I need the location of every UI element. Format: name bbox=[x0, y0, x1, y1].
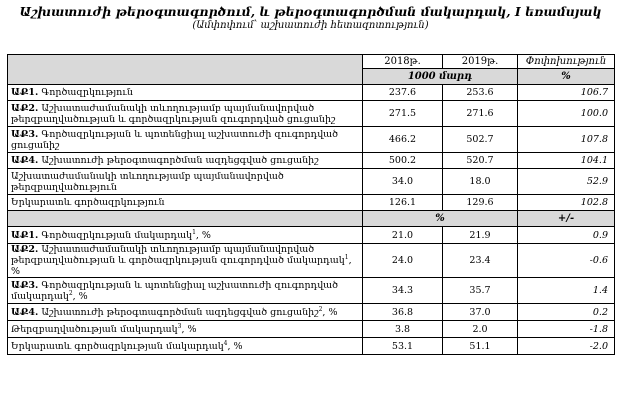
value-change: 52.9 bbox=[518, 169, 615, 195]
table-row bbox=[8, 153, 615, 169]
row-code: ԱՔ3. bbox=[11, 128, 39, 140]
row-label: Աշխատաժամանակի տևողությամբ պայմանավորված bbox=[11, 170, 284, 182]
table-row bbox=[8, 195, 615, 211]
row-label: Երկարատև գործազրկության մակարդակ bbox=[11, 340, 224, 352]
value-change: 104.1 bbox=[518, 153, 615, 169]
row-label: Գործազրկության և պոտենցիալ աշխատուժի զուգորդված bbox=[41, 279, 339, 291]
footnote-ref: 2 bbox=[68, 289, 73, 297]
header-2018: 2018թ. bbox=[363, 55, 443, 69]
value-2019: 37.0 bbox=[443, 304, 518, 321]
row-label: Գործազրկության մակարդակ bbox=[41, 229, 193, 241]
row-label: Աշխատաժամանակի տևողությամբ պայմանավորված bbox=[41, 102, 315, 114]
footnote-ref: 2 bbox=[318, 305, 323, 313]
value-2019: 18.0 bbox=[443, 169, 518, 195]
row-label: Աշխատաժամանակի տևողությամբ պայմանավորված bbox=[41, 244, 315, 255]
value-2018: 126.1 bbox=[363, 195, 443, 211]
value-2019: 129.6 bbox=[443, 195, 518, 211]
value-change: 102.8 bbox=[518, 195, 615, 211]
footnote-ref: 3 bbox=[177, 322, 182, 330]
row-label: Աշխատուժի թերօգտագործման ազդեցգված ցուցանիշ bbox=[41, 306, 319, 318]
value-2019: 21.9 bbox=[443, 227, 518, 244]
value-change: 0.2 bbox=[518, 304, 615, 321]
table-row bbox=[8, 85, 615, 101]
row-label-cont: մակարդակ bbox=[11, 290, 69, 302]
row-code: ԱՔ2. bbox=[11, 244, 39, 255]
header-blank-cell bbox=[8, 55, 363, 85]
value-2019: 51.1 bbox=[443, 338, 518, 355]
row-label-tail: , % bbox=[227, 340, 243, 352]
value-2019: 23.4 bbox=[443, 244, 518, 278]
value-change: 106.7 bbox=[518, 85, 615, 101]
unit-percent-2: % bbox=[363, 211, 518, 227]
value-2019: 35.7 bbox=[443, 278, 518, 304]
value-change: 100.0 bbox=[518, 101, 615, 127]
table-subtitle: (Ամփոփում՝ աշխատուժի հետազոտություն) bbox=[192, 20, 429, 31]
value-2018: 21.0 bbox=[363, 227, 443, 244]
header-2019: 2019թ. bbox=[443, 55, 518, 69]
row-label: Գործազրկության և պոտենցիալ աշխատուժի զուգորդված bbox=[41, 128, 339, 140]
table-row bbox=[8, 169, 615, 195]
row-label-tail: , % bbox=[11, 255, 352, 277]
table-row bbox=[8, 101, 615, 127]
row-code: ԱՔ1. bbox=[11, 229, 39, 241]
row-label-cont: ցուցանիշ bbox=[11, 139, 60, 151]
row-label: Աշխատուժի թերօգտագործման ազդեցգված ցուցանիշ bbox=[41, 155, 319, 166]
row-label-tail: , % bbox=[195, 229, 211, 241]
unit-thousand: 1000 մարդ bbox=[363, 69, 518, 85]
header-row bbox=[8, 55, 615, 69]
value-change: 107.8 bbox=[518, 127, 615, 153]
value-2019: 2.0 bbox=[443, 321, 518, 338]
value-2018: 24.0 bbox=[363, 244, 443, 278]
table-title: Աշխատուժի թերօգտագործում, և թերօգտագործման մակարդակ, I եռամսյակ bbox=[19, 4, 602, 19]
row-label: Թերզբաղվածության մակարդակ bbox=[11, 323, 178, 335]
value-2019: 253.6 bbox=[443, 85, 518, 101]
row-label-tail: , % bbox=[72, 290, 88, 302]
row-label: Երկարատև գործազրկություն bbox=[11, 197, 165, 208]
value-2018: 3.8 bbox=[363, 321, 443, 338]
table-row bbox=[8, 278, 615, 304]
value-2018: 53.1 bbox=[363, 338, 443, 355]
value-2018: 36.8 bbox=[363, 304, 443, 321]
value-2019: 502.7 bbox=[443, 127, 518, 153]
row-code: ԱՔ3. bbox=[11, 279, 39, 291]
table-row bbox=[8, 304, 615, 321]
row-label-tail: , % bbox=[322, 306, 338, 318]
row-label-cont: թերզբաղվածություն bbox=[11, 181, 117, 193]
value-2018: 500.2 bbox=[363, 153, 443, 169]
value-2018: 271.5 bbox=[363, 101, 443, 127]
row-code: ԱՔ4. bbox=[11, 306, 39, 318]
unit-pp: +/- bbox=[518, 211, 615, 227]
unit-row-2 bbox=[8, 211, 615, 227]
value-change: 1.4 bbox=[518, 278, 615, 304]
value-2018: 237.6 bbox=[363, 85, 443, 101]
row-label: Գործազրկություն bbox=[41, 87, 133, 98]
row-code: ԱՔ2. bbox=[11, 102, 39, 114]
value-2019: 271.6 bbox=[443, 101, 518, 127]
value-2018: 34.3 bbox=[363, 278, 443, 304]
value-2018: 34.0 bbox=[363, 169, 443, 195]
value-change: 0.9 bbox=[518, 227, 615, 244]
table-row bbox=[8, 338, 615, 355]
value-2018: 466.2 bbox=[363, 127, 443, 153]
value-change: -0.6 bbox=[518, 244, 615, 278]
table-row bbox=[8, 227, 615, 244]
table-row bbox=[8, 321, 615, 338]
value-2019: 520.7 bbox=[443, 153, 518, 169]
footnote-ref: 4 bbox=[223, 339, 228, 347]
unit-blank-cell bbox=[8, 211, 363, 227]
footnote-ref: 1 bbox=[344, 253, 349, 261]
footnote-ref: 1 bbox=[192, 228, 196, 236]
row-label-tail: , % bbox=[181, 323, 197, 335]
row-code: ԱՔ1. bbox=[11, 87, 39, 98]
table-row bbox=[8, 244, 615, 278]
row-label-cont: թերզբաղվածության և գործազրկության զուգորդված ցուցանիշ bbox=[11, 113, 336, 125]
value-change: -2.0 bbox=[518, 338, 615, 355]
table-row bbox=[8, 127, 615, 153]
row-code: ԱՔ4. bbox=[11, 155, 39, 166]
value-change: -1.8 bbox=[518, 321, 615, 338]
underutilization-table bbox=[7, 54, 615, 355]
row-label-cont: թերզբաղվածության և գործազրկության զուգորդված մակարդակ bbox=[11, 255, 345, 266]
unit-percent: % bbox=[518, 69, 615, 85]
header-change: Փոփոխություն bbox=[518, 55, 615, 69]
